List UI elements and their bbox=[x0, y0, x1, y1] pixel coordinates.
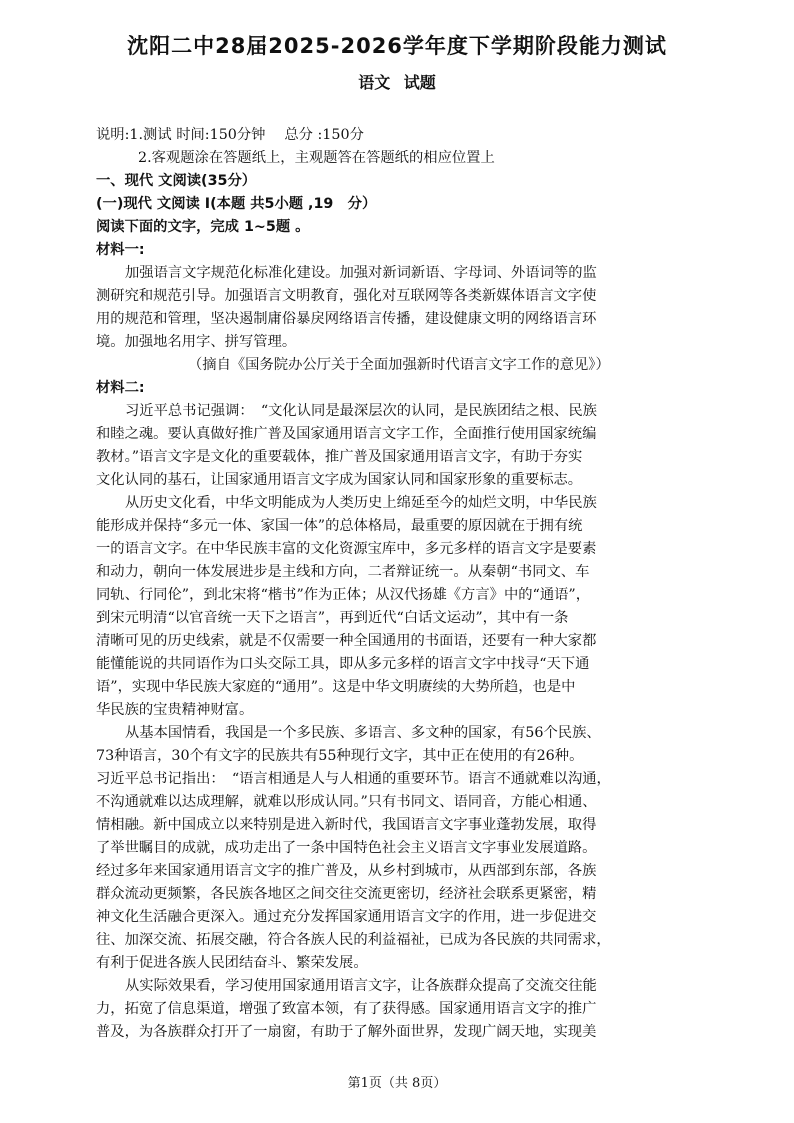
paragraph-line: 从历史文化看，中华文明能成为人类历史上绵延至今的灿烂文明，中华民族 bbox=[125, 495, 597, 511]
material2-label: 材料二: bbox=[96, 380, 145, 396]
paragraph-line: 力，拓宽了信息渠道，增强了致富本领，有了获得感。国家通用语言文字的推广 bbox=[96, 1001, 597, 1017]
paragraph-line: 加强语言文字规范化标准化建设。加强对新词新语、字母词、外语词等的监 bbox=[125, 265, 597, 281]
paragraph-line: 测研究和规范引导。加强语言文明教育，强化对互联网等各类新媒体语言文字使 bbox=[96, 288, 597, 304]
paragraph-line: 从实际效果看，学习使用国家通用语言文字，让各族群众提高了交流交往能 bbox=[125, 978, 597, 994]
paragraph-line: 一的语言文字。在中华民族丰富的文化资源宝库中，多元多样的语言文字是要素 bbox=[96, 541, 597, 557]
paragraph-line: 和动力，朝向一体发展进步是主线和方向，二者辩证统一。从秦朝“书同文、车 bbox=[96, 564, 590, 580]
paragraph-line: 和睦之魂。要认真做好推广普及国家通用语言文字工作，全面推行使用国家统编 bbox=[96, 426, 597, 442]
exam-subtitle: 语文 试题 bbox=[358, 73, 436, 92]
paragraph-line: 清晰可见的历史线索，就是不仅需要一种全国通用的书面语，还要有一种大家都 bbox=[96, 633, 597, 649]
section-heading: 一、现代 文阅读(35分） bbox=[96, 173, 257, 189]
paragraph-line: 不沟通就难以达成理解，就难以形成认同。”只有书同文、语同音，方能心相通、 bbox=[96, 794, 597, 810]
paragraph-line: 从基本国情看，我国是一个多民族、多语言、多文种的国家，有56个民族、 bbox=[125, 725, 601, 741]
exam-title: 沈阳二中28届2025-2026学年度下学期阶段能力测试 bbox=[127, 34, 667, 58]
paragraph-line: 文化认同的基石，让国家通用语言文字成为国家认同和国家形象的重要标志。 bbox=[96, 472, 583, 488]
paragraph-line: 经过多年来国家通用语言文字的推广普及，从乡村到城市，从西部到东部，各族 bbox=[96, 863, 597, 879]
page-number: 第1页（共 8页） bbox=[347, 1076, 447, 1091]
paragraph-line: 往、加深交流、拓展交融，符合各族人民的利益福祉，已成为各民族的共同需求， bbox=[96, 932, 611, 948]
paragraph-line: 用的规范和管理，坚决遏制庸俗暴戾网络语言传播，建设健康文明的网络语言环 bbox=[96, 311, 597, 327]
section-subheading: (一)现代 文阅读 Ⅰ(本题 共5小题 ,19 分） bbox=[96, 196, 377, 212]
paragraph-line: 有利于促进各族人民团结奋斗、繁荣发展。 bbox=[96, 955, 368, 971]
instruction-line-1: 说明:1.测试 时间:150分钟 总分 :150分 bbox=[96, 127, 364, 143]
paragraph-line: 了举世瞩目的成就，成功走出了一条中国特色社会主义语言文字事业发展道路。 bbox=[96, 840, 597, 856]
paragraph-line: 情相融。新中国成立以来特别是进入新时代，我国语言文字事业蓬勃发展，取得 bbox=[96, 817, 597, 833]
paragraph-line: 习近平总书记强调： “文化认同是最深层次的认同，是民族团结之根、民族 bbox=[125, 403, 597, 419]
exam-body bbox=[96, 124, 702, 1044]
paragraph-line: 境。加强地名用字、拼写管理。 bbox=[96, 334, 297, 350]
paragraph-line: 到宋元明清“以官音统一天下之语言”，再到近代“白话文运动”，其中有一条 bbox=[96, 610, 569, 626]
paragraph-line: 教材。”语言文字是文化的重要载体，推广普及国家通用语言文字，有助于夯实 bbox=[96, 449, 583, 465]
paragraph-line: 能形成并保持“多元一体、家国一体”的总体格局，最重要的原因就在于拥有统 bbox=[96, 518, 583, 534]
paragraph-line: 华民族的宝贵精神财富。 bbox=[96, 702, 254, 718]
material1-label: 材料一: bbox=[96, 242, 145, 258]
paragraph-line: 习近平总书记指出： “语言相通是人与人相通的重要环节。语言不通就难以沟通， bbox=[96, 771, 611, 787]
paragraph-line: 普及，为各族群众打开了一扇窗，有助于了解外面世界，发现广阔天地，实现美 bbox=[96, 1024, 597, 1040]
paragraph-line: 语”，实现中华民族大家庭的“通用”。这是中华文明赓续的大势所趋，也是中 bbox=[96, 679, 576, 695]
material1-source: （摘自《国务院办公厅关于全面加强新时代语言文字工作的意见》） bbox=[188, 357, 610, 373]
paragraph-line: 同轨、行同伦”，到北宋将“楷书”作为正体；从汉代扬雄《方言》中的“通语”， bbox=[96, 587, 591, 603]
paragraph-line: 群众流动更频繁，各民族各地区之间交往交流更密切，经济社会联系更紧密，精 bbox=[96, 886, 597, 902]
paragraph-line: 73种语言，30个有文字的民族共有55种现行文字，其中正在使用的有26种。 bbox=[96, 748, 584, 764]
paragraph-line: 神文化生活融合更深入。通过充分发挥国家通用语言文字的作用，进一步促进交 bbox=[96, 909, 597, 925]
paragraph-line: 能懂能说的共同语作为口头交际工具，即从多元多样的语言文字中找寻“天下通 bbox=[96, 656, 590, 672]
reading-prompt: 阅读下面的文字，完成 1~5题 。 bbox=[96, 219, 310, 235]
instruction-line-2: 2.客观题涂在答题纸上，主观题答在答题纸的相应位置上 bbox=[138, 150, 495, 166]
